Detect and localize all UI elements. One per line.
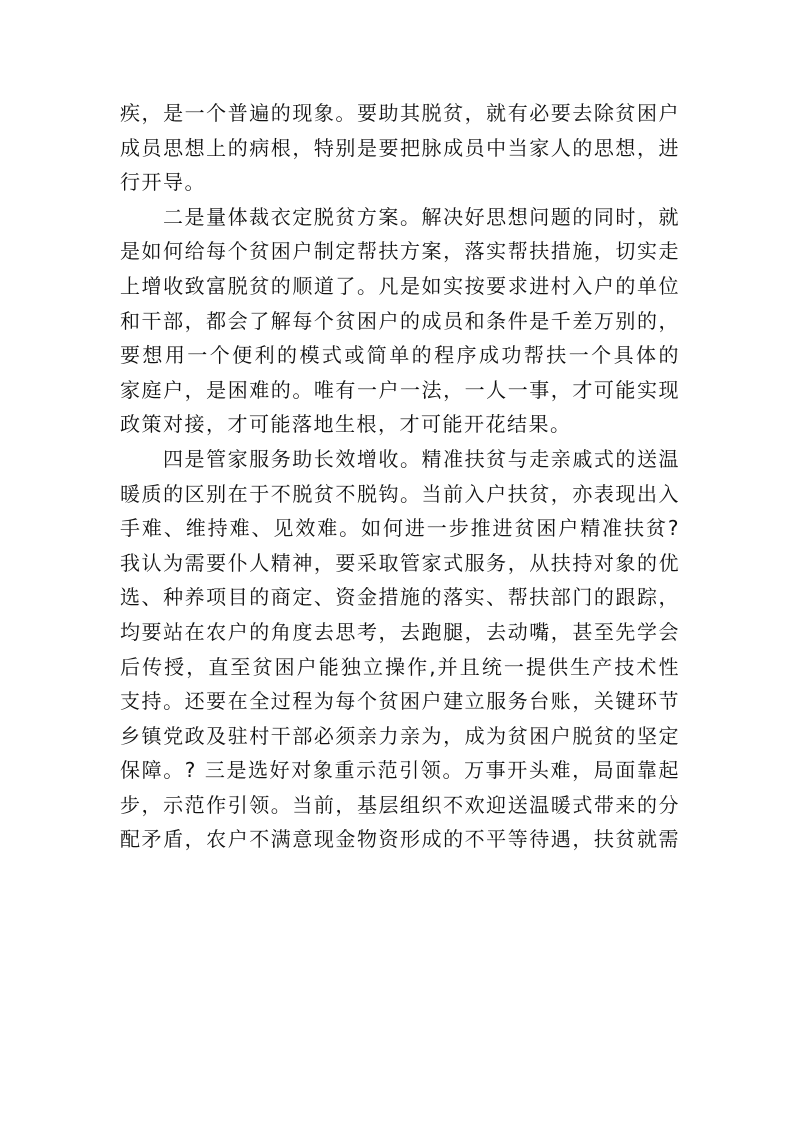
document-body [120, 96, 680, 857]
text-line: 是如何给每个贫困户制定帮扶方案，落实帮扶措施，切实走 [120, 239, 680, 264]
text-line: 疾，是一个普遍的现象。要助其脱贫，就有必要去除贫困户 [120, 101, 680, 125]
text-line: 乡镇党政及驻村干部必须亲力亲为，成为贫困户脱贫的坚定 [120, 723, 680, 748]
text-line: 支持。还要在全过程为每个贫困户建立服务台账，关键环节 [120, 689, 680, 714]
text-line: 二是量体裁衣定脱贫方案。解决好思想问题的同时，就 [163, 204, 680, 229]
text-line: 上增收致富脱贫的顺道了。凡是如实按要求进村入户的单位 [120, 273, 680, 298]
text-line: 和干部，都会了解每个贫困户的成员和条件是千差万别的， [120, 308, 680, 333]
text-line: 四是管家服务助长效增收。精准扶贫与走亲戚式的送温 [163, 446, 680, 471]
text-line: 暖质的区别在于不脱贫不脱钩。当前入户扶贫，亦表现出入 [120, 481, 680, 506]
text-line: 手难、维持难、见效难。如何进一步推进贫困户精准扶贫? [120, 516, 680, 541]
text-line: 行开导。 [120, 170, 206, 195]
text-line: 家庭户，是困难的。唯有一户一法，一人一事，才可能实现 [120, 377, 680, 402]
text-line: 均要站在农户的角度去思考，去跑腿，去动嘴，甚至先学会 [120, 619, 680, 644]
text-line: 我认为需要仆人精神，要采取管家式服务，从扶持对象的优 [120, 550, 680, 575]
text-line: 保障。? 三是选好对象重示范引领。万事开头难，局面靠起 [120, 758, 680, 783]
text-line: 选、种养项目的商定、资金措施的落实、帮扶部门的跟踪， [120, 585, 680, 610]
text-line: 后传授，直至贫困户能独立操作,并且统一提供生产技术性 [120, 654, 680, 679]
text-line: 步，示范作引领。当前，基层组织不欢迎送温暖式带来的分 [120, 792, 680, 817]
text-line: 要想用一个便利的模式或简单的程序成功帮扶一个具体的 [120, 343, 680, 368]
text-line: 成员思想上的病根，特别是要把脉成员中当家人的思想，进 [120, 135, 680, 160]
text-line: 配矛盾，农户不满意现金物资形成的不平等待遇，扶贫就需 [120, 827, 680, 852]
text-line: 政策对接，才可能落地生根，才可能开花结果。 [120, 412, 572, 437]
